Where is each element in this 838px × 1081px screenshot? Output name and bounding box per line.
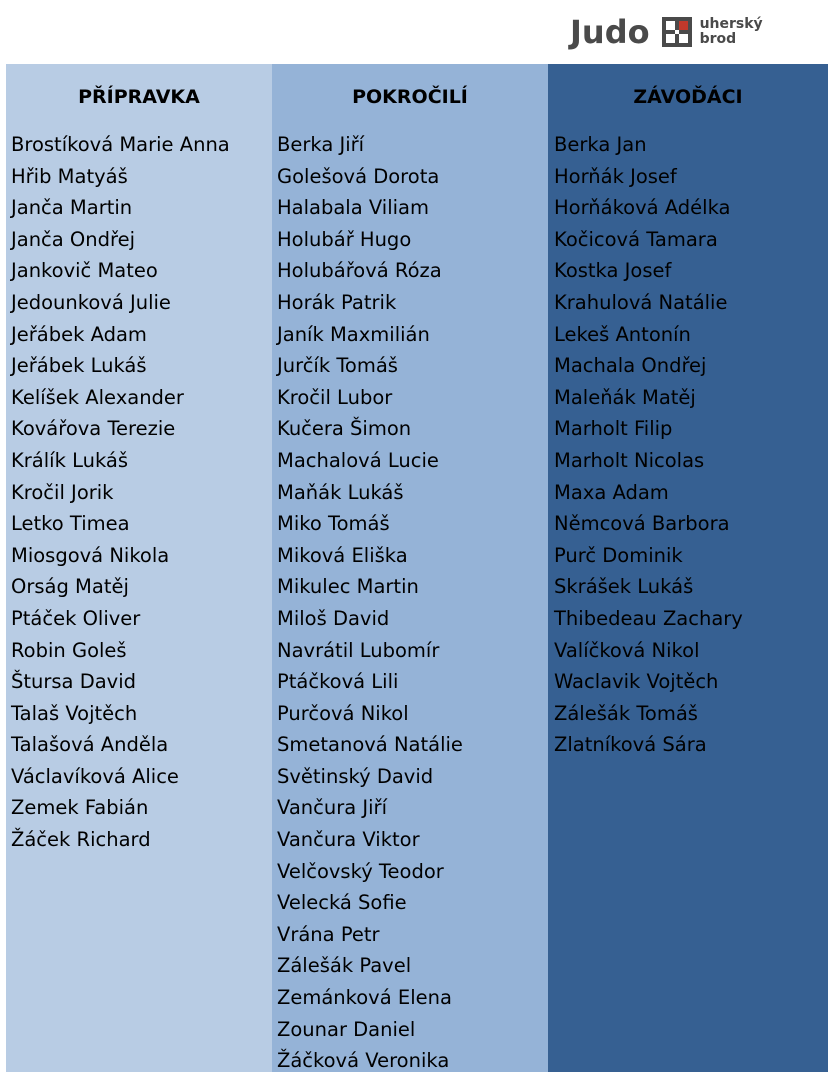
column-pripravka	[6, 64, 272, 1072]
list-item: Purčová Nikol	[277, 701, 409, 725]
list-item: Purč Dominik	[554, 543, 683, 567]
list-item: Machalová Lucie	[277, 448, 439, 472]
list-item: Václavíková Alice	[11, 764, 179, 788]
list-item: Králík Lukáš	[11, 448, 129, 472]
list-item: Miosgová Nikola	[11, 543, 170, 567]
list-item: Jurčík Tomáš	[277, 354, 398, 378]
list-item: Velčovský Teodor	[277, 859, 444, 883]
list-item: Jankovič Mateo	[11, 259, 158, 283]
roster-table	[6, 64, 828, 1072]
column-zavodaci	[548, 64, 828, 1072]
list-item: Zounar Daniel	[277, 1017, 416, 1041]
list-item: Janča Ondřej	[11, 227, 136, 251]
list-item: Ptáčková Lili	[277, 670, 399, 694]
list-item: Velecká Sofie	[277, 891, 407, 915]
list-item: Krahulová Natálie	[554, 290, 728, 314]
list-item: Kelíšek Alexander	[11, 385, 184, 409]
list-item: Němcová Barbora	[554, 512, 730, 536]
list-item: Jeřábek Adam	[11, 322, 147, 346]
list-item: Kučera Šimon	[277, 417, 412, 441]
list-item: Robin Goleš	[11, 638, 127, 662]
logo-city-line2: brod	[699, 31, 737, 47]
list-item: Berka Jiří	[277, 133, 365, 156]
name-list	[6, 129, 272, 856]
list-item: Golešová Dorota	[277, 164, 440, 188]
list-item: Zlatníková Sára	[554, 733, 707, 757]
list-item: Žáček Richard	[11, 828, 151, 852]
list-item: Miloš David	[277, 606, 390, 630]
list-item: Skrášek Lukáš	[554, 575, 694, 599]
list-item: Smetanová Natálie	[277, 733, 463, 757]
list-item: Waclavik Vojtěch	[554, 670, 719, 694]
list-item: Vančura Viktor	[277, 828, 420, 852]
list-item: Miko Tomáš	[277, 512, 390, 536]
logo-city-line1: uherský	[699, 16, 763, 32]
list-item: Kostka Josef	[554, 259, 672, 283]
logo-wordmark: Judo	[570, 13, 650, 51]
list-item: Štursa David	[11, 670, 137, 694]
column-header: PŘÍPRAVKA	[78, 86, 200, 108]
list-item: Valíčková Nikol	[554, 638, 700, 662]
column-pokrocili	[272, 64, 548, 1072]
list-item: Maleňák Matěj	[554, 385, 696, 409]
list-item: Světinský David	[277, 764, 434, 788]
list-item: Vrána Petr	[277, 922, 380, 946]
logo-city-name	[700, 17, 763, 47]
name-list	[272, 129, 548, 1072]
list-item: Jedounková Julie	[11, 290, 171, 314]
list-item: Hřib Matyáš	[11, 164, 128, 188]
club-logo	[570, 14, 763, 50]
list-item: Talašová Anděla	[11, 733, 169, 757]
list-item: Zálešák Tomáš	[554, 701, 698, 725]
list-item: Letko Timea	[11, 512, 130, 536]
column-header: POKROČILÍ	[352, 86, 468, 108]
list-item: Horák Patrik	[277, 290, 397, 314]
list-item: Ptáček Oliver	[11, 606, 141, 630]
list-item: Vančura Jiří	[277, 796, 387, 820]
list-item: Holubářová Róza	[277, 259, 442, 283]
list-item: Janča Martin	[11, 196, 133, 220]
list-item: Kročil Jorik	[11, 480, 114, 504]
list-item: Machala Ondřej	[554, 354, 707, 378]
list-item: Zemek Fabián	[11, 796, 149, 820]
name-list	[548, 129, 828, 761]
list-item: Zemánková Elena	[277, 986, 452, 1010]
list-item: Žáčková Veronika	[277, 1049, 450, 1072]
list-item: Janík Maxmilián	[277, 322, 430, 346]
list-item: Holubář Hugo	[277, 227, 412, 251]
judo-mat-icon	[662, 17, 692, 47]
list-item: Halabala Viliam	[277, 196, 429, 220]
list-item: Navrátil Lubomír	[277, 638, 440, 662]
list-item: Kočicová Tamara	[554, 227, 718, 251]
list-item: Mikulec Martin	[277, 575, 419, 599]
list-item: Horňáková Adélka	[554, 196, 731, 220]
list-item: Brostíková Marie Anna	[11, 133, 230, 156]
list-item: Maxa Adam	[554, 480, 669, 504]
list-item: Jeřábek Lukáš	[11, 354, 147, 378]
list-item: Marholt Nicolas	[554, 448, 705, 472]
list-item: Kovářova Terezie	[11, 417, 176, 441]
list-item: Lekeš Antonín	[554, 322, 691, 346]
list-item: Horňák Josef	[554, 164, 677, 188]
list-item: Berka Jan	[554, 133, 647, 156]
list-item: Marholt Filip	[554, 417, 673, 441]
list-item: Miková Eliška	[277, 543, 408, 567]
list-item: Thibedeau Zachary	[554, 606, 743, 630]
list-item: Orság Matěj	[11, 575, 129, 599]
column-header: ZÁVOĎÁCI	[633, 86, 743, 108]
list-item: Talaš Vojtěch	[11, 701, 138, 725]
list-item: Kročil Lubor	[277, 385, 393, 409]
list-item: Maňák Lukáš	[277, 480, 404, 504]
list-item: Zálešák Pavel	[277, 954, 412, 978]
